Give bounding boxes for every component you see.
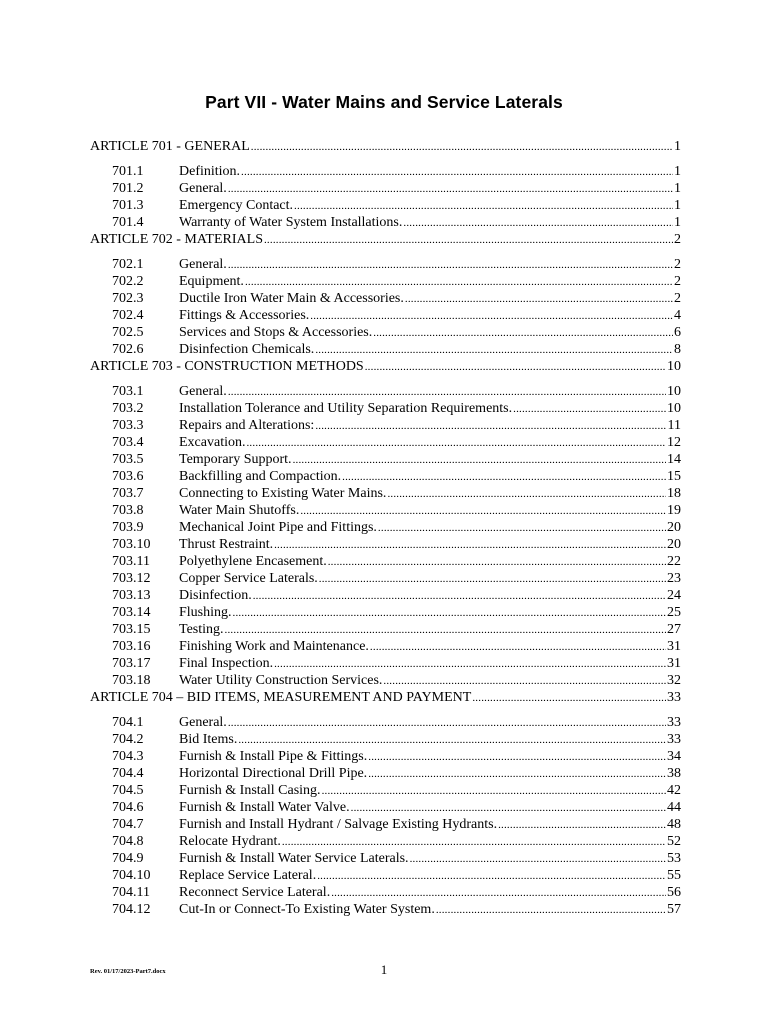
section-page-number: 2: [674, 291, 681, 306]
document-title: Part VII - Water Mains and Service Laterals: [205, 92, 563, 112]
toc-entry-list: [90, 257, 681, 359]
dot-leader: [228, 386, 666, 398]
section-number: 703.3: [112, 418, 144, 433]
section-page-number: 19: [667, 503, 681, 518]
toc-entry[interactable]: [90, 452, 681, 469]
article-page-number: 2: [674, 232, 681, 247]
section-number: 703.12: [112, 571, 151, 586]
section-page-number: 1: [674, 198, 681, 213]
section-page-number: 4: [674, 308, 681, 323]
dot-leader: [331, 887, 666, 899]
toc-entry[interactable]: [90, 198, 681, 215]
section-page-number: 33: [667, 732, 681, 747]
section-number: 704.11: [112, 885, 150, 900]
dot-leader: [322, 785, 666, 797]
dot-leader: [310, 310, 673, 322]
section-title: Replace Service Lateral.: [179, 868, 317, 883]
dot-leader: [293, 454, 666, 466]
section-page-number: 24: [667, 588, 681, 603]
section-page-number: 23: [667, 571, 681, 586]
dot-leader: [365, 361, 666, 373]
dot-leader: [370, 641, 666, 653]
dot-leader: [328, 556, 666, 568]
section-number: 703.8: [112, 503, 144, 518]
toc-entry[interactable]: [90, 715, 681, 732]
dot-leader: [403, 217, 673, 229]
toc-entry[interactable]: [90, 503, 681, 520]
section-number: 702.4: [112, 308, 144, 323]
section-title: Water Main Shutoffs.: [179, 503, 300, 518]
section-number: 702.6: [112, 342, 144, 357]
toc-entry[interactable]: [90, 588, 681, 605]
toc-article-heading[interactable]: [90, 359, 681, 376]
section-page-number: 11: [667, 418, 681, 433]
dot-leader: [351, 802, 666, 814]
section-number: 703.14: [112, 605, 151, 620]
toc-entry[interactable]: [90, 537, 681, 554]
dot-leader: [498, 819, 666, 831]
section-page-number: 31: [667, 639, 681, 654]
section-title: Connecting to Existing Water Mains.: [179, 486, 387, 501]
section-number: 703.9: [112, 520, 144, 535]
section-number: 701.4: [112, 215, 144, 230]
article-heading-text: ARTICLE 701 - GENERAL: [90, 139, 250, 154]
section-number: 704.3: [112, 749, 144, 764]
section-number: 704.2: [112, 732, 144, 747]
section-page-number: 18: [667, 486, 681, 501]
section-title: General.: [179, 384, 227, 399]
section-page-number: 2: [674, 257, 681, 272]
section-number: 703.4: [112, 435, 144, 450]
section-number: 704.12: [112, 902, 151, 917]
section-number: 703.13: [112, 588, 151, 603]
dot-leader: [368, 768, 666, 780]
toc-article-block: [90, 232, 681, 359]
section-page-number: 25: [667, 605, 681, 620]
section-title: Disinfection.: [179, 588, 252, 603]
section-page-number: 52: [667, 834, 681, 849]
toc-entry[interactable]: [90, 851, 681, 868]
dot-leader: [245, 276, 673, 288]
section-title: Fittings & Accessories.: [179, 308, 310, 323]
dot-leader: [228, 183, 673, 195]
section-title: Final Inspection.: [179, 656, 274, 671]
dot-leader: [378, 522, 666, 534]
section-title: Copper Service Laterals.: [179, 571, 318, 586]
section-page-number: 2: [674, 274, 681, 289]
section-title: Testing.: [179, 622, 224, 637]
dot-leader: [238, 734, 666, 746]
toc-article-block: [90, 359, 681, 690]
article-page-number: 33: [667, 690, 681, 705]
dot-leader: [294, 200, 673, 212]
section-number: 701.1: [112, 164, 144, 179]
section-number: 704.10: [112, 868, 151, 883]
toc-article-heading[interactable]: [90, 232, 681, 249]
section-title: General.: [179, 715, 227, 730]
toc-entry[interactable]: [90, 164, 681, 181]
section-title: Disinfection Chemicals.: [179, 342, 315, 357]
dot-leader: [513, 403, 666, 415]
section-title: Thrust Restraint.: [179, 537, 274, 552]
toc-entry-list: [90, 384, 681, 690]
toc-entry[interactable]: [90, 673, 681, 690]
toc-entry[interactable]: [90, 605, 681, 622]
section-number: 703.1: [112, 384, 144, 399]
article-heading-text: ARTICLE 703 - CONSTRUCTION METHODS: [90, 359, 364, 374]
section-number: 702.1: [112, 257, 144, 272]
dot-leader: [342, 471, 666, 483]
section-title: Installation Tolerance and Utility Separation Requirements.: [179, 401, 513, 416]
section-page-number: 14: [667, 452, 681, 467]
section-page-number: 22: [667, 554, 681, 569]
section-page-number: 10: [667, 384, 681, 399]
toc-entry[interactable]: [90, 181, 681, 198]
section-number: 704.5: [112, 783, 144, 798]
toc-entry[interactable]: [90, 418, 681, 435]
toc-article-block: [90, 139, 681, 232]
toc-entry[interactable]: [90, 520, 681, 537]
section-title: Temporary Support.: [179, 452, 292, 467]
toc-entry[interactable]: [90, 554, 681, 571]
section-page-number: 20: [667, 537, 681, 552]
section-title: Services and Stops & Accessories.: [179, 325, 373, 340]
dot-leader: [241, 166, 673, 178]
toc-entry[interactable]: [90, 639, 681, 656]
section-title: Mechanical Joint Pipe and Fittings.: [179, 520, 377, 535]
section-title: Furnish & Install Water Service Laterals.: [179, 851, 409, 866]
section-page-number: 1: [674, 215, 681, 230]
section-number: 703.2: [112, 401, 144, 416]
section-title: Furnish & Install Casing.: [179, 783, 321, 798]
section-number: 703.6: [112, 469, 144, 484]
toc-entry[interactable]: [90, 868, 681, 885]
article-page-number: 10: [667, 359, 681, 374]
section-page-number: 8: [674, 342, 681, 357]
toc-entry-list: [90, 715, 681, 919]
toc-entry[interactable]: [90, 435, 681, 452]
toc-entry[interactable]: [90, 342, 681, 359]
toc-article-heading[interactable]: [90, 139, 681, 156]
dot-leader: [319, 573, 666, 585]
toc-entry-list: [90, 164, 681, 232]
toc-entry[interactable]: [90, 486, 681, 503]
section-page-number: 38: [667, 766, 681, 781]
dot-leader: [274, 539, 666, 551]
article-heading-text: ARTICLE 702 - MATERIALS: [90, 232, 263, 247]
toc-entry[interactable]: [90, 656, 681, 673]
section-title: General.: [179, 181, 227, 196]
section-number: 701.3: [112, 198, 144, 213]
toc-entry[interactable]: [90, 571, 681, 588]
toc-entry[interactable]: [90, 885, 681, 902]
section-number: 704.4: [112, 766, 144, 781]
section-page-number: 32: [667, 673, 681, 688]
section-title: Polyethylene Encasement.: [179, 554, 327, 569]
section-page-number: 31: [667, 656, 681, 671]
footer-page-number: 1: [380, 962, 388, 977]
toc-entry[interactable]: [90, 384, 681, 401]
toc-entry[interactable]: [90, 401, 681, 418]
section-title: Cut-In or Connect-To Existing Water System.: [179, 902, 435, 917]
section-page-number: 6: [674, 325, 681, 340]
toc-article-block: [90, 690, 681, 919]
dot-leader: [405, 293, 673, 305]
section-page-number: 57: [667, 902, 681, 917]
article-page-number: 1: [674, 139, 681, 154]
section-page-number: 44: [667, 800, 681, 815]
toc-entry[interactable]: [90, 817, 681, 834]
toc-entry[interactable]: [90, 766, 681, 783]
section-title: Ductile Iron Water Main & Accessories.: [179, 291, 404, 306]
section-title: Emergency Contact.: [179, 198, 294, 213]
section-number: 703.5: [112, 452, 144, 467]
section-title: Definition.: [179, 164, 241, 179]
dot-leader: [251, 141, 673, 153]
dot-leader: [225, 624, 666, 636]
dot-leader: [253, 590, 666, 602]
toc-entry[interactable]: [90, 325, 681, 342]
dot-leader: [228, 717, 666, 729]
section-title: General.: [179, 257, 227, 272]
section-number: 704.6: [112, 800, 144, 815]
section-number: 703.18: [112, 673, 151, 688]
section-page-number: 42: [667, 783, 681, 798]
table-of-contents: [90, 139, 681, 919]
toc-entry[interactable]: [90, 834, 681, 851]
section-number: 703.16: [112, 639, 151, 654]
toc-entry[interactable]: [90, 749, 681, 766]
dot-leader: [264, 234, 673, 246]
dot-leader: [246, 437, 666, 449]
dot-leader: [436, 904, 666, 916]
dot-leader: [383, 675, 666, 687]
section-page-number: 15: [667, 469, 681, 484]
section-number: 703.11: [112, 554, 150, 569]
dot-leader: [387, 488, 666, 500]
section-title: Flushing.: [179, 605, 232, 620]
section-number: 703.7: [112, 486, 144, 501]
section-number: 704.1: [112, 715, 144, 730]
section-title: Bid Items.: [179, 732, 238, 747]
dot-leader: [233, 607, 666, 619]
section-page-number: 53: [667, 851, 681, 866]
section-page-number: 1: [674, 164, 681, 179]
section-number: 703.17: [112, 656, 151, 671]
dot-leader: [228, 259, 673, 271]
section-title: Backfilling and Compaction.: [179, 469, 342, 484]
section-number: 704.9: [112, 851, 144, 866]
dot-leader: [315, 344, 673, 356]
section-number: 703.10: [112, 537, 151, 552]
dot-leader: [317, 870, 666, 882]
section-page-number: 27: [667, 622, 681, 637]
section-page-number: 55: [667, 868, 681, 883]
toc-entry[interactable]: [90, 469, 681, 486]
toc-entry[interactable]: [90, 308, 681, 325]
section-page-number: 12: [667, 435, 681, 450]
toc-entry[interactable]: [90, 902, 681, 919]
section-page-number: 10: [667, 401, 681, 416]
section-title: Equipment.: [179, 274, 244, 289]
toc-entry[interactable]: [90, 732, 681, 749]
section-title: Repairs and Alterations:: [179, 418, 315, 433]
dot-leader: [274, 658, 666, 670]
section-number: 703.15: [112, 622, 151, 637]
section-title: Relocate Hydrant.: [179, 834, 281, 849]
dot-leader: [300, 505, 666, 517]
section-page-number: 20: [667, 520, 681, 535]
dot-leader: [410, 853, 666, 865]
section-number: 702.2: [112, 274, 144, 289]
toc-entry[interactable]: [90, 622, 681, 639]
section-title: Finishing Work and Maintenance.: [179, 639, 369, 654]
dot-leader: [472, 692, 666, 704]
toc-entry[interactable]: [90, 783, 681, 800]
dot-leader: [282, 836, 666, 848]
section-number: 702.5: [112, 325, 144, 340]
article-heading-text: ARTICLE 704 – BID ITEMS, MEASUREMENT AND PAYMENT: [90, 690, 472, 705]
section-page-number: 1: [674, 181, 681, 196]
toc-entry[interactable]: [90, 215, 681, 232]
section-page-number: 48: [667, 817, 681, 832]
section-number: 704.7: [112, 817, 144, 832]
section-title: Excavation.: [179, 435, 246, 450]
section-title: Furnish and Install Hydrant / Salvage Existing Hydrants.: [179, 817, 498, 832]
section-page-number: 34: [667, 749, 681, 764]
section-number: 704.8: [112, 834, 144, 849]
section-number: 702.3: [112, 291, 144, 306]
section-title: Furnish & Install Water Valve.: [179, 800, 350, 815]
section-title: Water Utility Construction Services.: [179, 673, 383, 688]
dot-leader: [368, 751, 666, 763]
toc-entry[interactable]: [90, 291, 681, 308]
toc-article-heading[interactable]: [90, 690, 681, 707]
footer-revision: Rev. 01/17/2023-Part7.docx: [90, 968, 166, 975]
section-number: 701.2: [112, 181, 144, 196]
dot-leader: [373, 327, 673, 339]
section-title: Reconnect Service Lateral.: [179, 885, 331, 900]
toc-entry[interactable]: [90, 800, 681, 817]
section-title: Horizontal Directional Drill Pipe.: [179, 766, 368, 781]
dot-leader: [315, 420, 666, 432]
section-page-number: 33: [667, 715, 681, 730]
section-page-number: 56: [667, 885, 681, 900]
toc-entry[interactable]: [90, 257, 681, 274]
section-title: Warranty of Water System Installations.: [179, 215, 403, 230]
toc-entry[interactable]: [90, 274, 681, 291]
section-title: Furnish & Install Pipe & Fittings.: [179, 749, 368, 764]
